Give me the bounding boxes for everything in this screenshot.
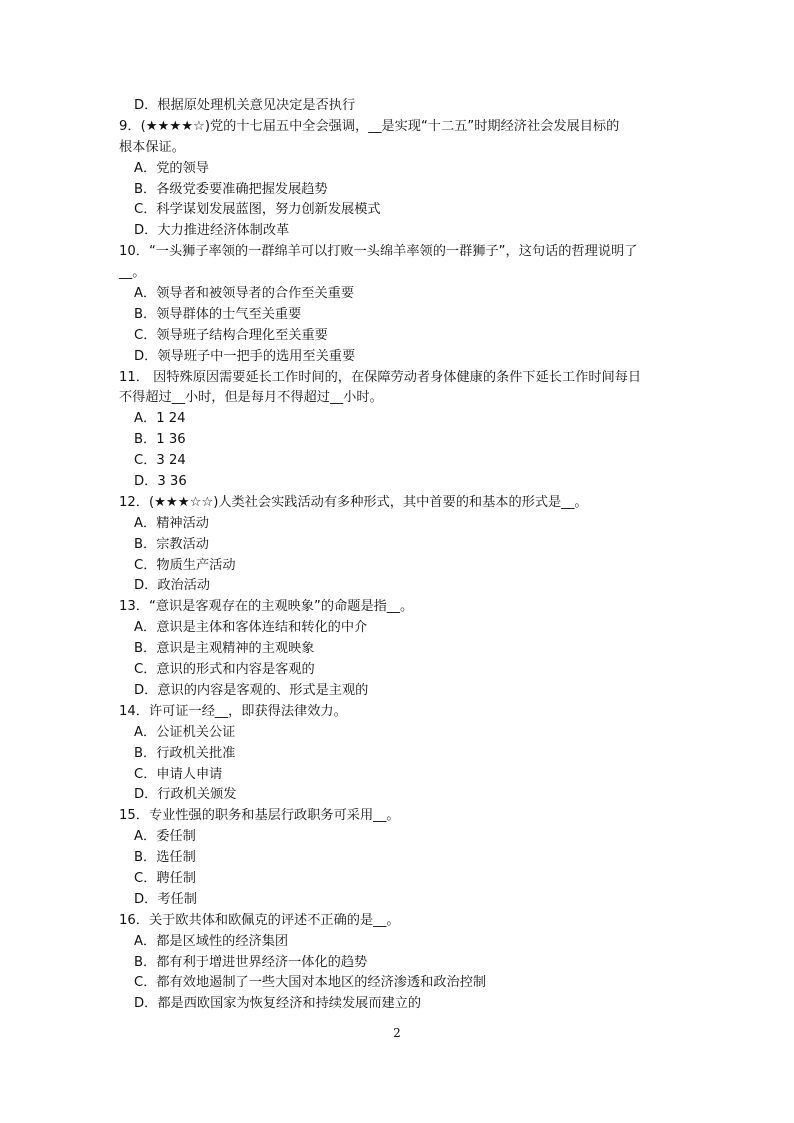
option-d: D．政治活动 xyxy=(134,578,211,594)
question-stem: 15．专业性强的职务和基层行政职务可采用__。 xyxy=(119,808,400,824)
option-c: C．都有效地遏制了一些大国对本地区的经济渗透和政治控制 xyxy=(134,975,487,991)
option-a: A．委任制 xyxy=(134,829,196,845)
question-10 xyxy=(119,242,679,367)
question-stem: 16．关于欧共体和欧佩克的评述不正确的是__。 xyxy=(119,912,400,928)
option-c: C．领导班子结构合理化至关重要 xyxy=(134,327,328,343)
option-b: B．行政机关批准 xyxy=(134,745,236,761)
question-12 xyxy=(119,493,679,597)
option-d: D．都是西欧国家为恢复经济和持续发展而建立的 xyxy=(134,996,422,1012)
option-b: B．意识是主观精神的主观映象 xyxy=(134,641,315,657)
option-d: D．3 36 xyxy=(134,474,187,490)
question-11 xyxy=(119,368,679,493)
option-b: B．宗教活动 xyxy=(134,536,209,552)
option-c: C．聘任制 xyxy=(134,870,196,886)
option-c: C．科学谋划发展蓝图，努力创新发展模式 xyxy=(134,202,381,218)
question-stem: 11． 因特殊原因需要延长工作时间的，在保障劳动者身体健康的条件下延长工作时间每日 xyxy=(119,369,642,385)
question-stem: 13．“意识是客观存在的主观映象”的命题是指__。 xyxy=(119,599,414,615)
option-a: A．领导者和被领导者的合作至关重要 xyxy=(134,286,355,302)
option-a: A．党的领导 xyxy=(134,160,209,176)
option-a: A．1 24 xyxy=(134,411,186,427)
question-stem: 14．许可证一经__，即获得法律效力。 xyxy=(119,703,347,719)
question-16 xyxy=(119,911,679,1015)
option-a: A．都是区域性的经济集团 xyxy=(134,933,289,949)
option-c: C．意识的形式和内容是客观的 xyxy=(134,662,315,678)
option-b: B．都有利于增进世界经济一体化的趋势 xyxy=(134,954,368,970)
option-a: A．精神活动 xyxy=(134,515,209,531)
option-c: C．申请人申请 xyxy=(134,766,223,782)
question-13 xyxy=(119,597,679,701)
question-stem: 9．(★★★★☆)党的十七届五中全会强调，__是实现“十二五”时期经济社会发展目标的 xyxy=(119,118,620,134)
question-15 xyxy=(119,806,679,910)
option-d: D．领导班子中一把手的选用至关重要 xyxy=(134,348,356,364)
page-content xyxy=(119,96,679,1015)
option-c: C．3 24 xyxy=(134,453,186,469)
option-b: B．1 36 xyxy=(134,432,186,448)
option-d: D．考任制 xyxy=(134,891,197,907)
option-d: D．行政机关颁发 xyxy=(134,787,237,803)
option-a: A．意识是主体和客体连结和转化的中介 xyxy=(134,620,368,636)
option-a: A．公证机关公证 xyxy=(134,724,236,740)
question-stem: 不得超过__小时，但是每月不得超过__小时。 xyxy=(119,390,383,406)
option-b: B．各级党委要准确把握发展趋势 xyxy=(134,181,328,197)
question-9 xyxy=(119,117,679,242)
option-line: D．根据原处理机关意见决定是否执行 xyxy=(134,98,356,113)
question-stem: 10．“一头狮子率领的一群绵羊可以打败一头绵羊率领的一群狮子”，这句话的哲理说明了 xyxy=(119,244,638,260)
option-b: B．领导群体的士气至关重要 xyxy=(134,306,302,322)
option-d: D．大力推进经济体制改革 xyxy=(134,223,290,239)
question-stem: 12．(★★★☆☆)人类社会实践活动有多种形式，其中首要的和基本的形式是__。 xyxy=(119,494,588,510)
question-stem: __。 xyxy=(119,265,146,281)
page-number: 2 xyxy=(393,1026,401,1040)
option-c: C．物质生产活动 xyxy=(134,557,236,573)
question-14 xyxy=(119,702,679,806)
option-b: B．选任制 xyxy=(134,850,196,866)
question-stem: 根本保证。 xyxy=(119,139,185,155)
option-d: D．意识的内容是客观的、形式是主观的 xyxy=(134,682,369,698)
